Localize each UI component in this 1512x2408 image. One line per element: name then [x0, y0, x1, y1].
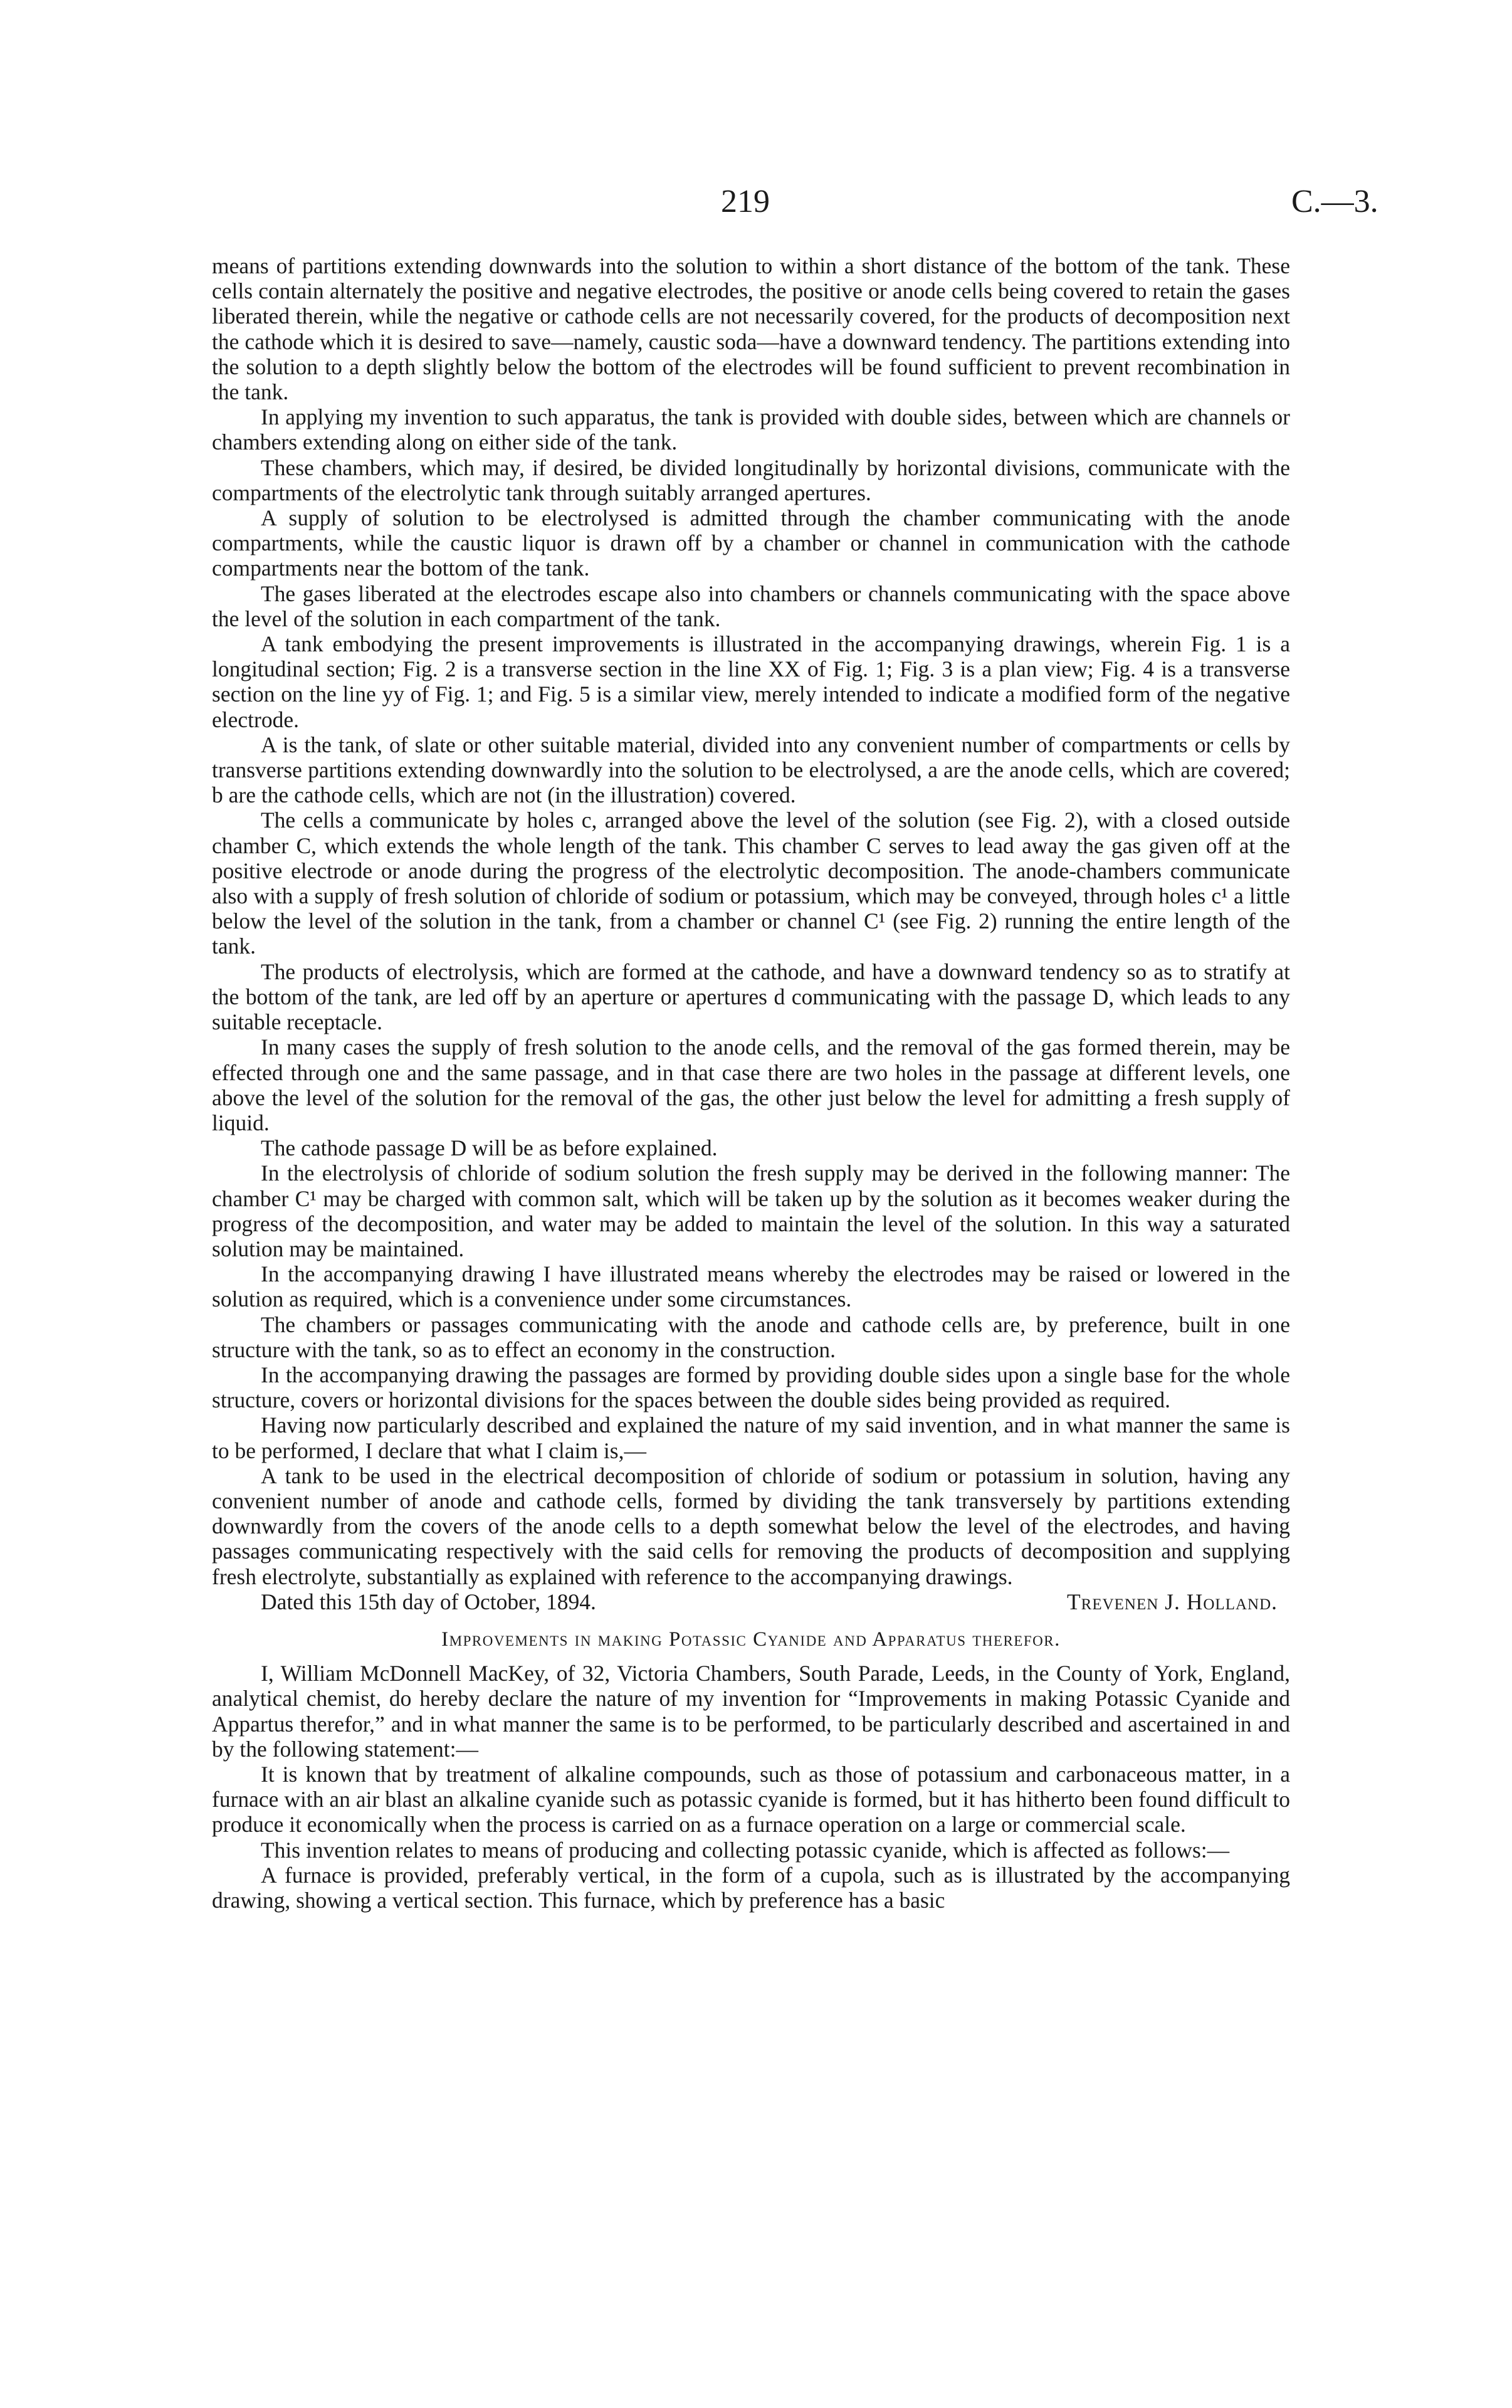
paragraph: In many cases the supply of fresh solution to the anode cells, and the removal of the gas formed therein, may be effected through one and the same passage, and in that case there are two holes in the passage at different levels, one above the level of the solution for the removal of the gas, the other just below the level for admitting a fresh supply of liquid.	[212, 1034, 1290, 1135]
paragraph: In the accompanying drawing I have illustrated means whereby the electrodes may be raised or lowered in the solution as required, which is a convenience under some circumstances.	[212, 1261, 1290, 1312]
paragraph: The cells a communicate by holes c, arranged above the level of the solution (see Fig. 2), with a closed outside chamber C, which extends the whole length of the tank. This chamber C serves to lead away the gas given off at the positive electrode or anode during the progress of the electrolytic decomposition. The anode-chambers communicate also with a supply of fresh solution of chloride of sodium or potassium, which may be conveyed, through holes c¹ a little below the level of the solution in the tank, from a chamber or channel C¹ (see Fig. 2) running the entire length of the tank.	[212, 807, 1290, 959]
paragraph: These chambers, which may, if desired, be divided longitudinally by horizontal divisions, communicate with the compartments of the electrolytic tank through suitably arranged apertures.	[212, 455, 1290, 505]
paragraph: In the accompanying drawing the passages are formed by providing double sides upon a single base for the whole structure, covers or horizontal divisions for the spaces between the double sides being provided as required.	[212, 1362, 1290, 1413]
claim-paragraph: A tank to be used in the electrical decomposition of chloride of sodium or potassium in solution, having any convenient number of anode and cathode cells, formed by dividing the tank transversely by partitions extending downwardly from the covers of the anode cells to a depth somewhat below the level of the electrodes, and having passages communicating respectively with the said cells for removing the products of decomposition and supplying fresh electrolyte, substantially as explained with reference to the accompanying drawings.	[212, 1463, 1290, 1589]
paragraph: The cathode passage D will be as before explained.	[261, 1135, 718, 1161]
paragraph: I, William McDonnell MacKey, of 32, Victoria Chambers, South Parade, Leeds, in the County of York, England, analytical chemist, do hereby declare the nature of my invention for “Improvements in making Potassic Cyanide and Appartus therefor,” and in what manner the same is to be performed, to be particularly described and ascertained in and by the following statement:—	[212, 1661, 1290, 1762]
section-heading: Improvements in making Potassic Cyanide and Apparatus therefor.	[441, 1627, 1061, 1651]
paragraph: A supply of solution to be electrolysed is admitted through the chamber communicating with the anode compartments, while the caustic liquor is drawn off by a chamber or channel in communication with the cathode compartments near the bottom of the tank.	[212, 505, 1290, 581]
paragraph: This invention relates to means of producing and collecting potassic cyanide, which is affected as follows:—	[261, 1837, 1230, 1863]
document-body	[212, 253, 1290, 1913]
paragraph: In applying my invention to such apparatus, the tank is provided with double sides, between which are channels or chambers extending along on either side of the tank.	[212, 404, 1290, 455]
paragraph: The chambers or passages communicating with the anode and cathode cells are, by preference, built in one structure with the tank, so as to effect an economy in the construction.	[212, 1312, 1290, 1362]
date-text: Dated this 15th day of October, 1894.	[261, 1589, 596, 1614]
paragraph: A furnace is provided, preferably vertical, in the form of a cupola, such as is illustrated by the accompanying drawing, showing a vertical section. This furnace, which by preference has a basic	[212, 1862, 1290, 1913]
dated-line	[212, 1589, 1290, 1614]
paragraph: It is known that by treatment of alkaline compounds, such as those of potassium and carbonaceous matter, in a furnace with an air blast an alkaline cyanide such as potassic cyanide is formed, but it has hitherto been found difficult to produce it economically when the process is carried on as a furnace operation on a large or commercial scale.	[212, 1761, 1290, 1838]
signature: Trevenen J. Holland.	[1066, 1589, 1278, 1614]
document-reference: C.—3.	[1291, 184, 1378, 219]
paragraph: The products of electrolysis, which are formed at the cathode, and have a downward tendency so as to stratify at the bottom of the tank, are led off by an aperture or apertures d communicating with the passage D, which leads to any suitable receptacle.	[212, 959, 1290, 1035]
paragraph: In the electrolysis of chloride of sodium solution the fresh supply may be derived in the following manner: The chamber C¹ may be charged with common salt, which will be taken up by the solution as it becomes weaker during the progress of the decomposition, and water may be added to maintain the level of the solution. In this way a saturated solution may be maintained.	[212, 1160, 1290, 1261]
paragraph: means of partitions extending downwards into the solution to within a short distance of the bottom of the tank. These cells contain alternately the positive and negative electrodes, the positive or anode cells being covered to retain the gases liberated therein, while the negative or cathode cells are not necessarily covered, for the products of decomposition next the cathode which it is desired to save—namely, caustic soda—have a downward tendency. The partitions extending into the solution to a depth slightly below the bottom of the electrodes will be found sufficient to prevent recombination in the tank.	[212, 253, 1290, 405]
paragraph: A is the tank, of slate or other suitable material, divided into any convenient number of compartments or cells by transverse partitions extending downwardly into the solution to be electrolysed, a are the anode cells, which are covered; b are the cathode cells, which are not (in the illustration) covered.	[212, 732, 1290, 808]
paragraph: A tank embodying the present improvements is illustrated in the accompanying drawings, wherein Fig. 1 is a longitudinal section; Fig. 2 is a transverse section in the line XX of Fig. 1; Fig. 3 is a plan view; Fig. 4 is a transverse section on the line yy of Fig. 1; and Fig. 5 is a similar view, merely intended to indicate a modified form of the negative electrode.	[212, 631, 1290, 732]
page-number: 219	[721, 184, 770, 219]
paragraph: Having now particularly described and explained the nature of my said invention, and in what manner the same is to be performed, I declare that what I claim is,—	[212, 1412, 1290, 1463]
paragraph: The gases liberated at the electrodes escape also into chambers or channels communicating with the space above the level of the solution in each compartment of the tank.	[212, 581, 1290, 631]
